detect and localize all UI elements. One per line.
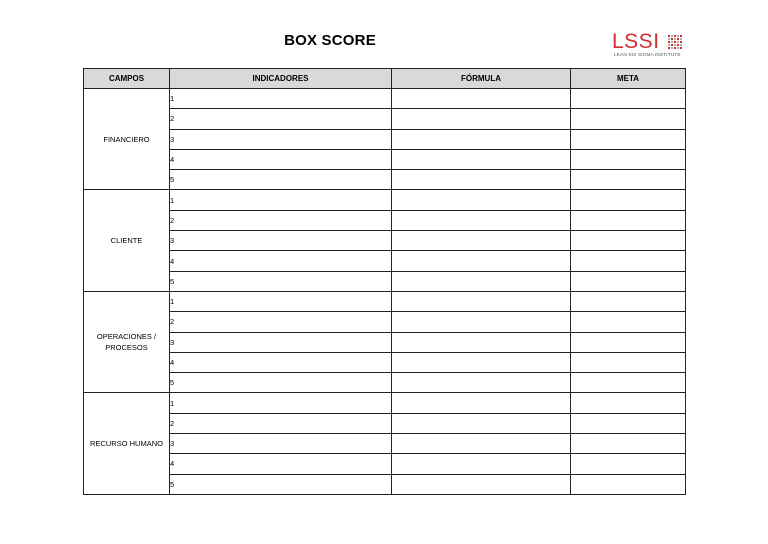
table-row (84, 170, 686, 190)
formula-cell[interactable] (392, 352, 571, 372)
formula-cell[interactable] (392, 312, 571, 332)
table-row (84, 474, 686, 494)
table-row (84, 393, 686, 413)
indicador-cell[interactable]: 2 (170, 413, 392, 433)
table-row (84, 129, 686, 149)
table-row (84, 291, 686, 311)
table-row (84, 454, 686, 474)
table-row (84, 251, 686, 271)
meta-cell[interactable] (571, 210, 686, 230)
formula-cell[interactable] (392, 109, 571, 129)
meta-cell[interactable] (571, 149, 686, 169)
box-score-table (83, 68, 686, 495)
formula-cell[interactable] (392, 454, 571, 474)
table-row (84, 149, 686, 169)
formula-cell[interactable] (392, 434, 571, 454)
meta-cell[interactable] (571, 170, 686, 190)
formula-cell[interactable] (392, 271, 571, 291)
table-row (84, 332, 686, 352)
meta-cell[interactable] (571, 271, 686, 291)
table-row (84, 352, 686, 372)
formula-cell[interactable] (392, 393, 571, 413)
logo-subtitle: LEAN SIX SIGMA INSTITUTE (614, 53, 681, 58)
lssi-logo (612, 30, 692, 61)
header-indicadores: INDICADORES (170, 69, 392, 89)
table-row (84, 373, 686, 393)
indicador-cell[interactable]: 2 (170, 210, 392, 230)
formula-cell[interactable] (392, 129, 571, 149)
meta-cell[interactable] (571, 89, 686, 109)
formula-cell[interactable] (392, 231, 571, 251)
indicador-cell[interactable]: 5 (170, 373, 392, 393)
meta-cell[interactable] (571, 454, 686, 474)
formula-cell[interactable] (392, 291, 571, 311)
campo-label: OPERACIONES / PROCESOS (84, 291, 170, 392)
formula-cell[interactable] (392, 190, 571, 210)
meta-cell[interactable] (571, 413, 686, 433)
meta-cell[interactable] (571, 190, 686, 210)
formula-cell[interactable] (392, 170, 571, 190)
meta-cell[interactable] (571, 312, 686, 332)
formula-cell[interactable] (392, 474, 571, 494)
page-title: BOX SCORE (284, 32, 376, 49)
indicador-cell[interactable]: 4 (170, 149, 392, 169)
header-row (84, 69, 686, 89)
header-formula: FÓRMULA (392, 69, 571, 89)
indicador-cell[interactable]: 5 (170, 170, 392, 190)
table-row (84, 89, 686, 109)
header-meta: META (571, 69, 686, 89)
meta-cell[interactable] (571, 109, 686, 129)
indicador-cell[interactable]: 3 (170, 332, 392, 352)
table-row (84, 109, 686, 129)
meta-cell[interactable] (571, 474, 686, 494)
table-row (84, 271, 686, 291)
indicador-cell[interactable]: 1 (170, 291, 392, 311)
indicador-cell[interactable]: 3 (170, 231, 392, 251)
formula-cell[interactable] (392, 149, 571, 169)
table-row (84, 413, 686, 433)
meta-cell[interactable] (571, 251, 686, 271)
indicador-cell[interactable]: 3 (170, 129, 392, 149)
formula-cell[interactable] (392, 89, 571, 109)
header-campos: CAMPOS (84, 69, 170, 89)
campo-label: RECURSO HUMANO (84, 393, 170, 494)
meta-cell[interactable] (571, 291, 686, 311)
table-row (84, 312, 686, 332)
indicador-cell[interactable]: 1 (170, 393, 392, 413)
logo-text: LSSI (612, 30, 660, 53)
indicador-cell[interactable]: 3 (170, 434, 392, 454)
logo-dot-grid-icon (667, 34, 683, 50)
table-row (84, 434, 686, 454)
campo-label: FINANCIERO (84, 89, 170, 190)
formula-cell[interactable] (392, 251, 571, 271)
meta-cell[interactable] (571, 231, 686, 251)
indicador-cell[interactable]: 1 (170, 190, 392, 210)
meta-cell[interactable] (571, 373, 686, 393)
formula-cell[interactable] (392, 373, 571, 393)
indicador-cell[interactable]: 2 (170, 109, 392, 129)
meta-cell[interactable] (571, 393, 686, 413)
indicador-cell[interactable]: 4 (170, 251, 392, 271)
meta-cell[interactable] (571, 352, 686, 372)
meta-cell[interactable] (571, 129, 686, 149)
formula-cell[interactable] (392, 332, 571, 352)
table-row (84, 210, 686, 230)
meta-cell[interactable] (571, 332, 686, 352)
indicador-cell[interactable]: 2 (170, 312, 392, 332)
indicador-cell[interactable]: 5 (170, 474, 392, 494)
formula-cell[interactable] (392, 413, 571, 433)
indicador-cell[interactable]: 4 (170, 352, 392, 372)
table-row (84, 231, 686, 251)
indicador-cell[interactable]: 1 (170, 89, 392, 109)
indicador-cell[interactable]: 5 (170, 271, 392, 291)
formula-cell[interactable] (392, 210, 571, 230)
campo-label: CLIENTE (84, 190, 170, 291)
meta-cell[interactable] (571, 434, 686, 454)
indicador-cell[interactable]: 4 (170, 454, 392, 474)
table-row (84, 190, 686, 210)
